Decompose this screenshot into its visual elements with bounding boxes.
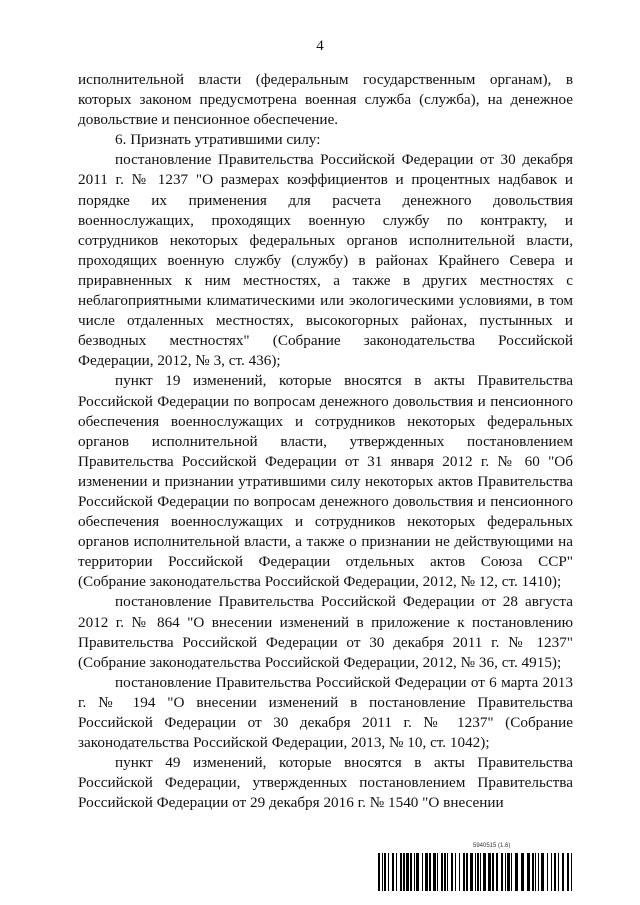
- paragraph-point-19: пункт 19 изменений, которые вносятся в акты Правительства Российской Федерации по вопросам денежного довольствия и пенсионного обеспечения военнослужащих и сотрудников некоторых федеральных органов исполнительной власти, утвержденных постановлением Правительства Российской Федерации от 31 января 2012 г. № 60 "Об изменении и признании утратившими силу некоторых актов Правительства Российской Федерации по вопросам денежного довольствия и пенсионного обеспечения военнослужащих и сотрудников некоторых федеральных органов исполнительной власти, а также о признании не действующими на территории Российской Федерации отдельных актов Союза ССР" (Собрание законодательства Российской Федерации, 2012, № 12, ст. 1410);: [78, 372, 573, 591]
- barcode-caption: 5940515 (1.6): [473, 843, 511, 849]
- paragraph-item-6: 6. Признать утратившими силу:: [115, 131, 321, 149]
- paragraph-resolution-194: постановление Правительства Российской Федерации от 6 марта 2013 г. № 194 "О внесении изменений в постановление Правительства Российской Федерации от 30 декабря 2011 г. № 1237" (Собрание законодательства Российской Федерации, 2013, № 10, ст. 1042);: [78, 673, 573, 752]
- paragraph-point-49: пункт 49 изменений, которые вносятся в акты Правительства Российской Федерации, утвержденных постановлением Правительства Российской Федерации от 29 декабря 2016 г. № 1540 "О внесении: [78, 754, 573, 812]
- paragraph-resolution-1237: постановление Правительства Российской Федерации от 30 декабря 2011 г. № 1237 "О размерах коэффициентов и процентных надбавок и порядке их применения для расчета денежного довольствия военнослужащих, проходящих военную службу по контракту, и сотрудников некоторых федеральных органов исполнительной власти, проходящих военную службу (службу) в районах Крайнего Севера и приравненных к ним местностях, а также в других местностях с неблагоприятными климатическими или экологическими условиями, в том числе отдаленных местностях, высокогорных районах, пустынных и безводных местностях" (Собрание законодательства Российской Федерации, 2012, № 3, ст. 436);: [78, 151, 573, 370]
- barcode-icon: [378, 853, 574, 891]
- page-number: 4: [316, 38, 324, 54]
- document-barcode: [378, 843, 574, 893]
- paragraph-continuation: исполнительной власти (федеральным государственным органам), в которых законом предусмотрена военная служба (служба), на денежное довольствие и пенсионное обеспечение.: [78, 71, 573, 129]
- paragraph-resolution-864: постановление Правительства Российской Федерации от 28 августа 2012 г. № 864 "О внесении изменений в приложение к постановлению Правительства Российской Федерации от 30 декабря 2011 г. № 1237" (Собрание законодательства Российской Федерации, 2012, № 36, ст. 4915);: [78, 593, 573, 671]
- document-body: [78, 70, 573, 813]
